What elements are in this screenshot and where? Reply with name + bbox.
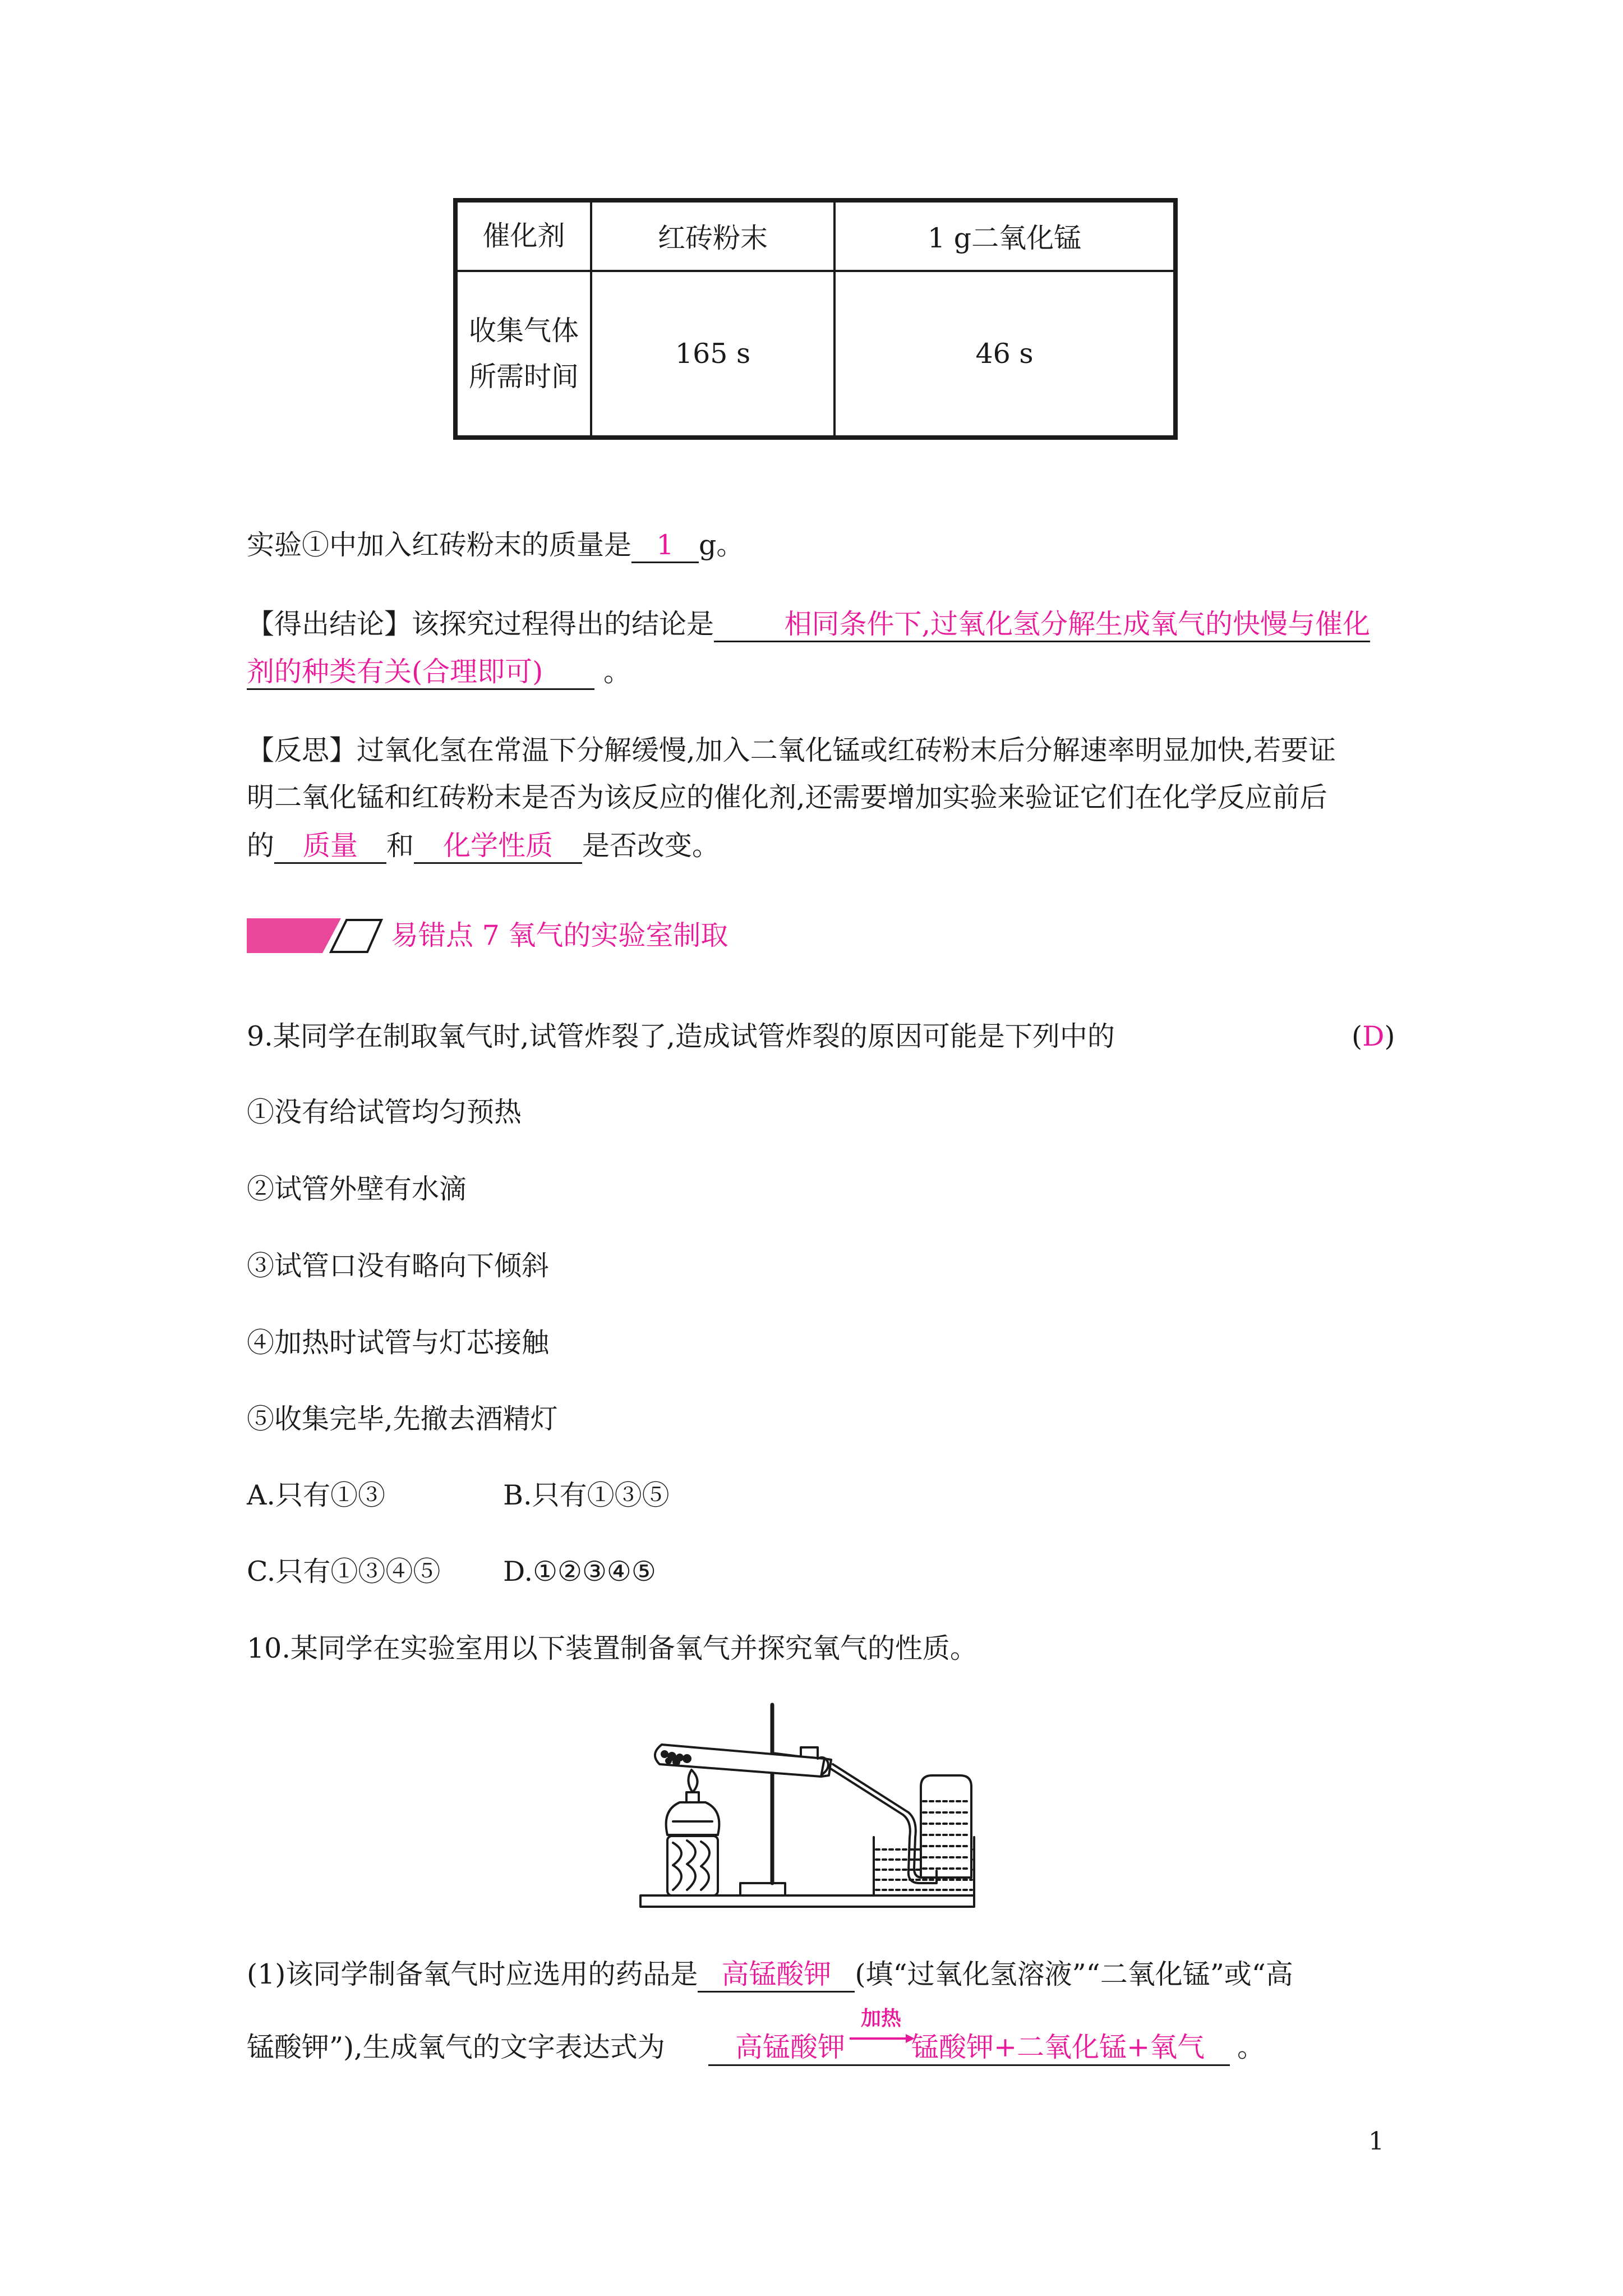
page-number: 1 xyxy=(1368,2127,1384,2156)
reaction-arrow-icon xyxy=(850,2032,915,2045)
q9-option-a: A.只有①③ xyxy=(247,1479,385,1511)
reflection-answer-mass: 质量 xyxy=(274,830,386,864)
table-row-label: 收集气体 所需时间 xyxy=(455,271,591,438)
q9-answer-bracket: (D) xyxy=(1352,1020,1395,1052)
oxygen-apparatus-illustration xyxy=(639,1703,976,1918)
mass-answer: 1 xyxy=(631,529,699,563)
section-title: 易错点 7 氧气的实验室制取 xyxy=(391,919,728,951)
section-banner-icon xyxy=(247,918,387,953)
reflection-line2: 明二氧化锰和红砖粉末是否为该反应的催化剂,还需要增加实验来验证它们在化学反应前后 xyxy=(247,781,1327,813)
q9-item-3: ③试管口没有略向下倾斜 xyxy=(247,1250,550,1282)
table-header-catalyst: 催化剂 xyxy=(455,200,591,271)
reflection-line1: 【反思】过氧化氢在常温下分解缓慢,加入二氧化锰或红砖粉末后分解速率明显加快,若要证 xyxy=(247,734,1336,766)
q10-equation xyxy=(708,2007,1230,2066)
conclusion-line2: 剂的种类有关(合理即可) 。 xyxy=(247,655,631,690)
q9-option-b: B.只有①③⑤ xyxy=(503,1479,670,1511)
q10-answer-reagent: 高锰酸钾 xyxy=(698,1958,855,1993)
q9-option-d: D.①②③④⑤ xyxy=(503,1556,656,1588)
q10-equation-end: 。 xyxy=(1237,2031,1265,2063)
reflection-line3: 的 质量 和 化学性质 是否改变。 xyxy=(247,829,720,864)
q9-item-2: ②试管外壁有水滴 xyxy=(247,1173,467,1205)
q10-part1-line2: 锰酸钾”),生成氧气的文字表达式为 xyxy=(247,2031,665,2063)
q9-stem: 9.某同学在制取氧气时,试管炸裂了,造成试管炸裂的原因可能是下列中的 xyxy=(247,1020,1115,1052)
table-cell-brick-time: 165 s xyxy=(591,271,834,438)
conclusion-answer-1: 相同条件下,过氧化氢分解生成氧气的快慢与催化 xyxy=(714,608,1370,642)
conclusion-line1: 【得出结论】该探究过程得出的结论是 相同条件下,过氧化氢分解生成氧气的快慢与催化 xyxy=(247,608,1370,642)
table-header-brick-powder: 红砖粉末 xyxy=(591,200,834,271)
q10-part1-line1: (1)该同学制备氧气时应选用的药品是 高锰酸钾 (填“过氧化氢溶液”“二氧化锰”或“高 xyxy=(247,1958,1293,1993)
results-table xyxy=(453,198,1178,440)
q10-stem: 10.某同学在实验室用以下装置制备氧气并探究氧气的性质。 xyxy=(247,1632,978,1664)
conclusion-answer-2: 剂的种类有关(合理即可) xyxy=(247,656,594,690)
equation-reactant: 高锰酸钾 xyxy=(735,2031,846,2063)
q9-item-4: ④加热时试管与灯芯接触 xyxy=(247,1327,550,1359)
table-header-manganese-dioxide: 1 g二氧化锰 xyxy=(834,200,1175,271)
q9-answer: D xyxy=(1362,1020,1385,1052)
q9-option-c: C.只有①③④⑤ xyxy=(247,1556,441,1588)
reflection-answer-property: 化学性质 xyxy=(414,830,582,864)
mass-question: 实验①中加入红砖粉末的质量是 1 g。 xyxy=(247,528,744,563)
q9-item-1: ①没有给试管均匀预热 xyxy=(247,1096,522,1128)
equation-condition: 加热 xyxy=(861,2007,902,2030)
q9-item-5: ⑤收集完毕,先撤去酒精灯 xyxy=(247,1403,558,1435)
table-cell-mno2-time: 46 s xyxy=(834,271,1175,438)
equation-products: 锰酸钾+二氧化锰+氧气 xyxy=(911,2031,1205,2063)
